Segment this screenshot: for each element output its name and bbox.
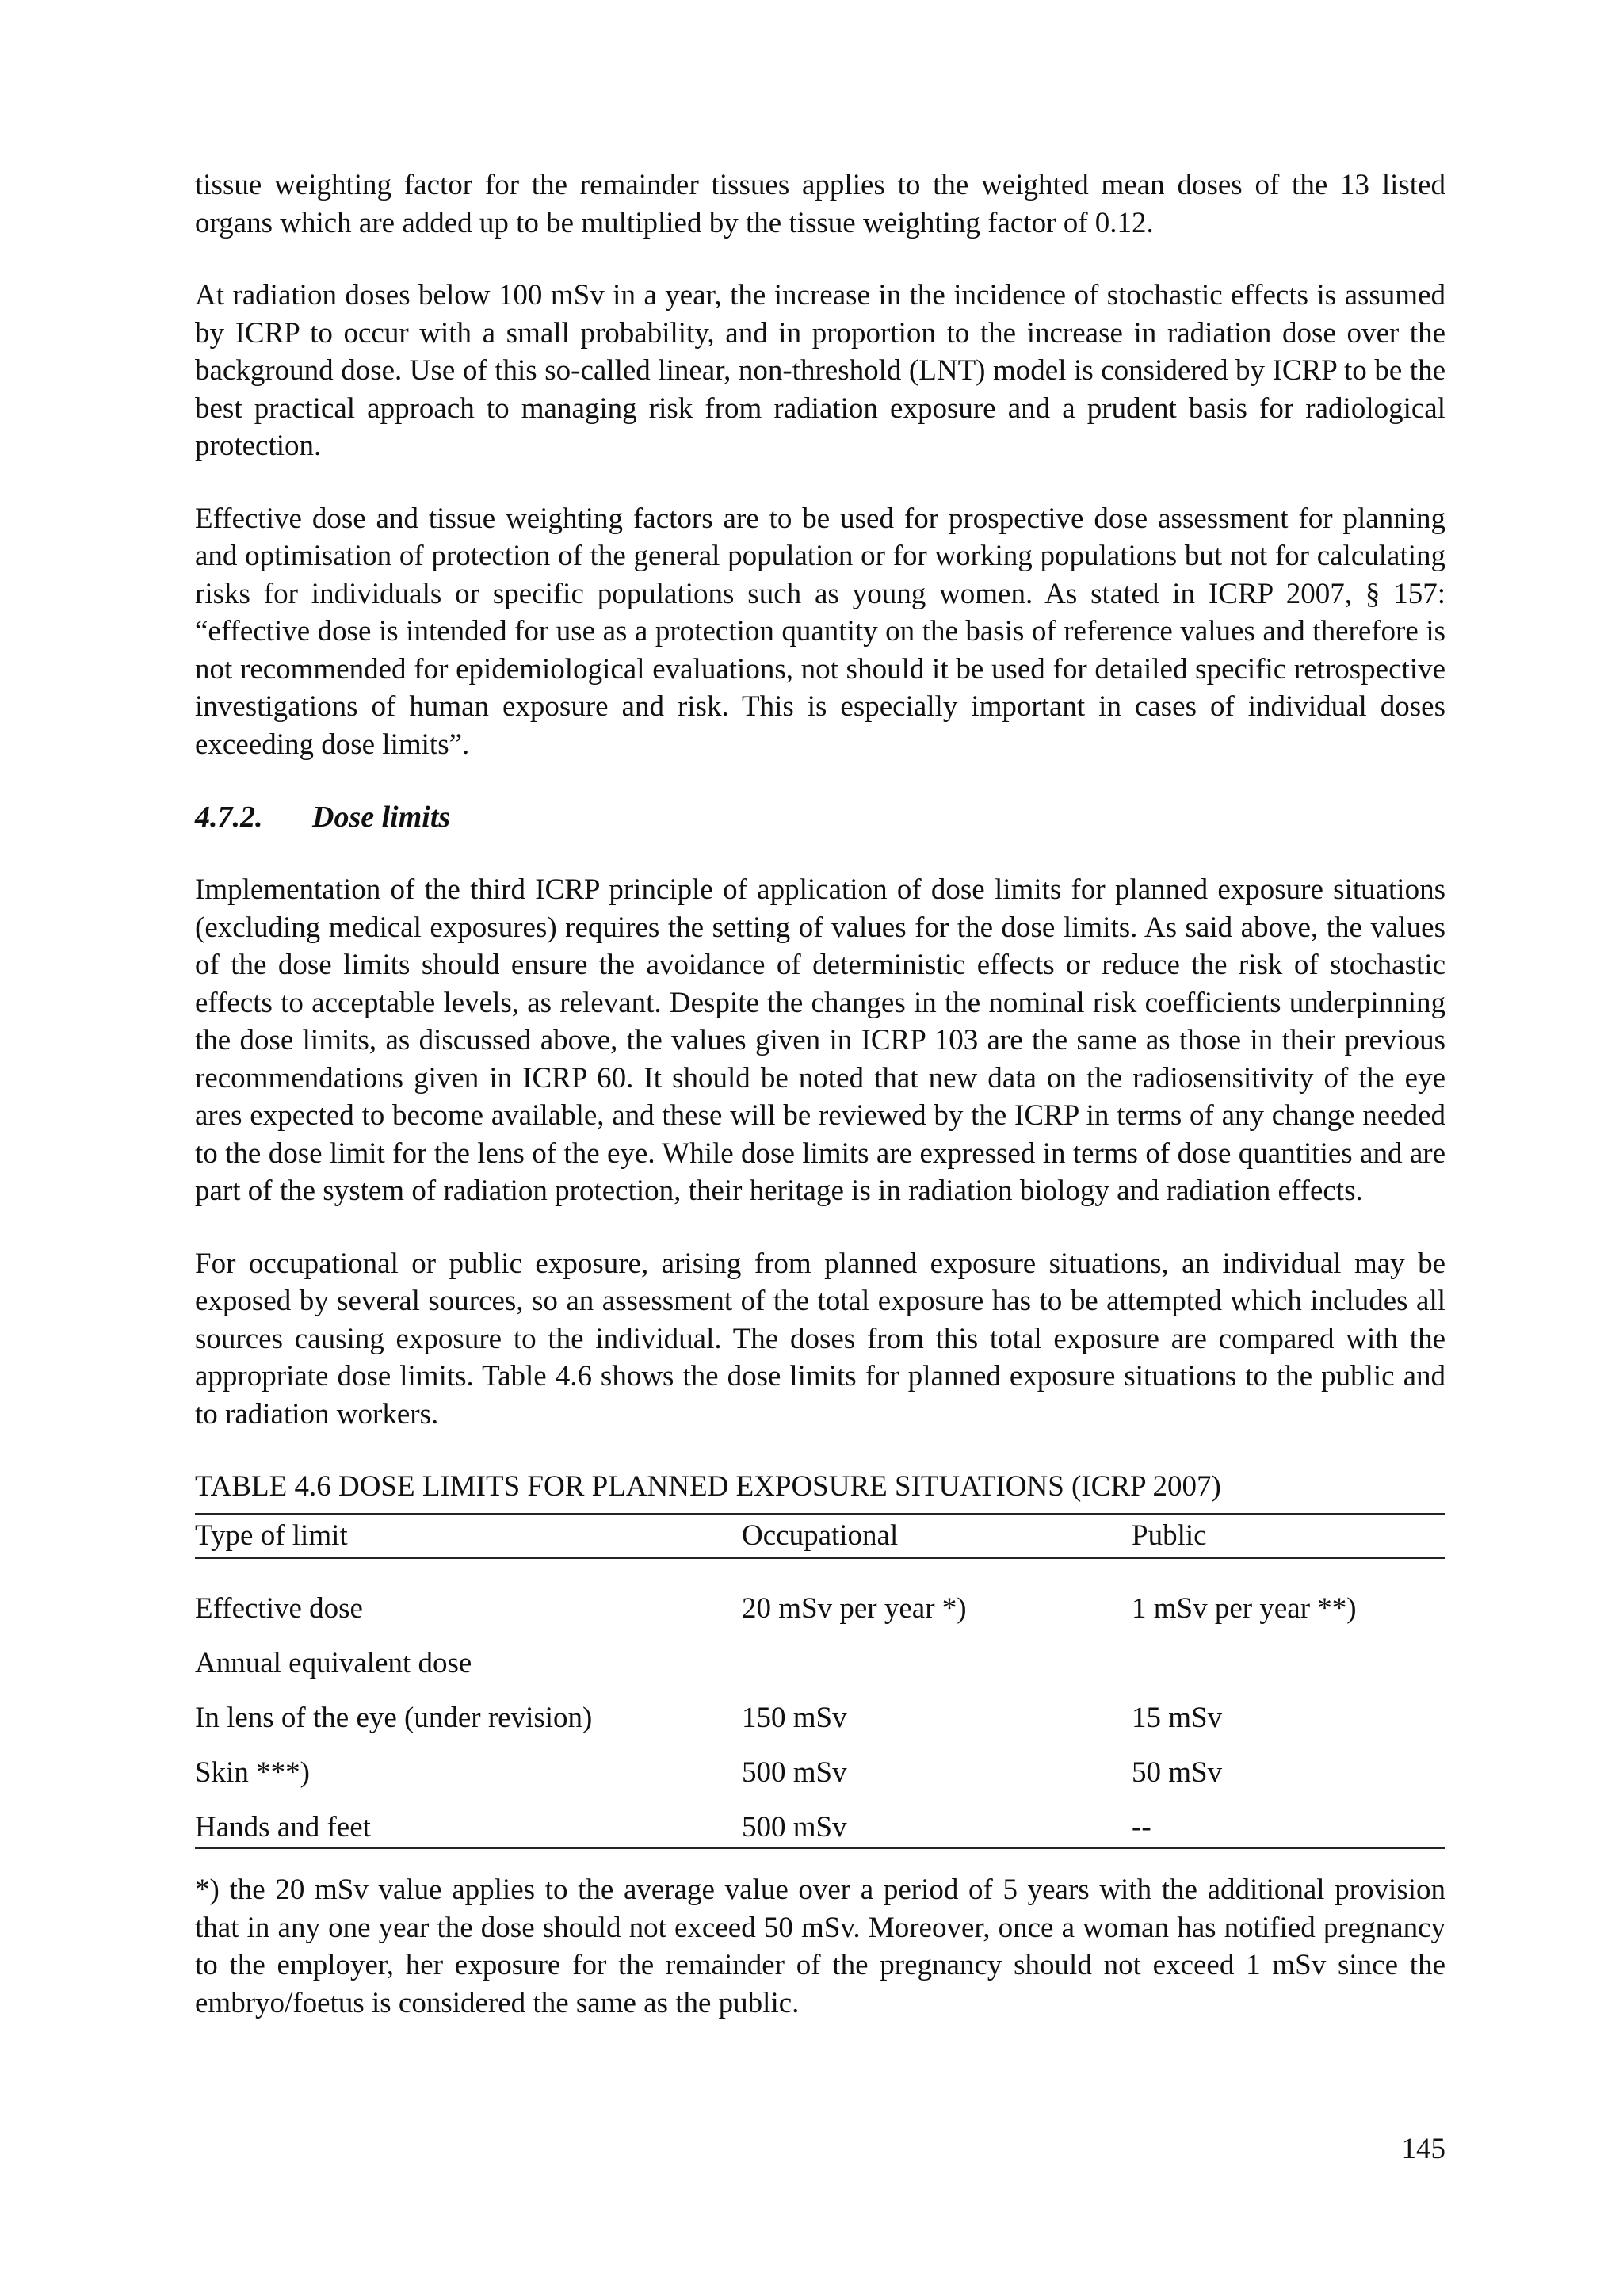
table-row	[195, 1801, 1445, 1848]
paragraph-remainder-tissues: tissue weighting factor for the remainder tissues applies to the weighted mean doses of the 13 listed organs which are added up to be multiplied by the tissue weighting factor of 0.12.	[195, 169, 1445, 239]
header-occupational: Occupational	[742, 1514, 1132, 1558]
dose-limits-table	[195, 1513, 1445, 1849]
paragraph-effective-dose-usage: Effective dose and tissue weighting factors are to be used for prospective dose assessment for planning and optimisation of protection of the general population or for working populations but not for calculating risks for individuals or specific populations such as young women. As stated in ICRP 2007, § 157: “effective dose is intended for use as a protection quantity on the basis of reference values and therefore is not recommended for epidemiological evaluations, not should it be used for detailed specific retrospective investigations of human exposure and risk. This is especially important in cases of individual doses exceeding dose limits”.	[195, 502, 1445, 761]
paragraph-total-exposure: For occupational or public exposure, arising from planned exposure situations, an individual may be exposed by several sources, so an assessment of the total exposure has to be attempted which includes all sources causing exposure to the individual. The doses from this total exposure are compared with the appropriate dose limits. Table 4.6 shows the dose limits for planned exposure situations to the public and to radiation workers.	[195, 1247, 1445, 1431]
cell-occupational: 150 mSv	[742, 1702, 847, 1734]
section-title: Dose limits	[312, 800, 451, 834]
cell-type: Skin ***)	[195, 1756, 310, 1789]
table-row	[195, 1747, 1445, 1801]
cell-type: Effective dose	[195, 1592, 363, 1625]
page-number: 145	[1401, 2133, 1445, 2165]
table-caption: TABLE 4.6 DOSE LIMITS FOR PLANNED EXPOSURE SITUATIONS (ICRP 2007)	[195, 1470, 1221, 1503]
document-page	[195, 166, 1445, 2022]
cell-occupational	[742, 1637, 1132, 1692]
cell-occupational: 20 mSv per year *)	[742, 1592, 967, 1625]
cell-public: --	[1132, 1811, 1151, 1843]
cell-public: 1 mSv per year **)	[1132, 1592, 1357, 1625]
cell-public: 15 mSv	[1132, 1702, 1223, 1734]
cell-occupational: 500 mSv	[742, 1811, 847, 1843]
paragraph-lnt-model: At radiation doses below 100 mSv in a year, the increase in the incidence of stochastic effects is assumed by ICRP to occur with a small probability, and in proportion to the increase in radiation dose over the background dose. Use of this so-called linear, non-threshold (LNT) model is considered by ICRP to be the best practical approach to managing risk from radiation exposure and a prudent basis for radiological protection.	[195, 279, 1445, 462]
table-footnote: *) the 20 mSv value applies to the average value over a period of 5 years with the additional provision that in any one year the dose should not exceed 50 mSv. Moreover, once a woman has notified pregnancy to the employer, her exposure for the remainder of the pregnancy should not exceed 1 mSv since the embryo/foetus is considered the same as the public.	[195, 1874, 1445, 2019]
cell-type: Annual equivalent dose	[195, 1647, 472, 1679]
cell-type: Hands and feet	[195, 1811, 371, 1843]
table-row	[195, 1637, 1445, 1692]
cell-occupational: 500 mSv	[742, 1756, 847, 1789]
table-row	[195, 1692, 1445, 1747]
section-number: 4.7.2.	[195, 800, 263, 834]
paragraph-dose-limits-implementation: Implementation of the third ICRP principle of application of dose limits for planned exposure situations (excluding medical exposures) requires the setting of values for the dose limits. As said above, the values of the dose limits should ensure the avoidance of deterministic effects or reduce the risk of stochastic effects to acceptable levels, as relevant. Despite the changes in the nominal risk coefficients underpinning the dose limits, as discussed above, the values given in ICRP 103 are the same as those in their previous recommendations given in ICRP 60. It should be noted that new data on the radiosensitivity of the eye ares expected to become available, and these will be reviewed by the ICRP in terms of any change needed to the dose limit for the lens of the eye. While dose limits are expressed in terms of dose quantities and are part of the system of radiation protection, their heritage is in radiation biology and radiation effects.	[195, 873, 1445, 1207]
cell-public: 50 mSv	[1132, 1756, 1223, 1789]
section-heading	[195, 798, 1445, 836]
cell-public	[1132, 1637, 1445, 1692]
table-header-row	[195, 1514, 1445, 1558]
cell-type: In lens of the eye (under revision)	[195, 1702, 593, 1734]
header-public: Public	[1132, 1514, 1445, 1558]
header-type-of-limit: Type of limit	[195, 1514, 742, 1558]
table-row	[195, 1558, 1445, 1637]
